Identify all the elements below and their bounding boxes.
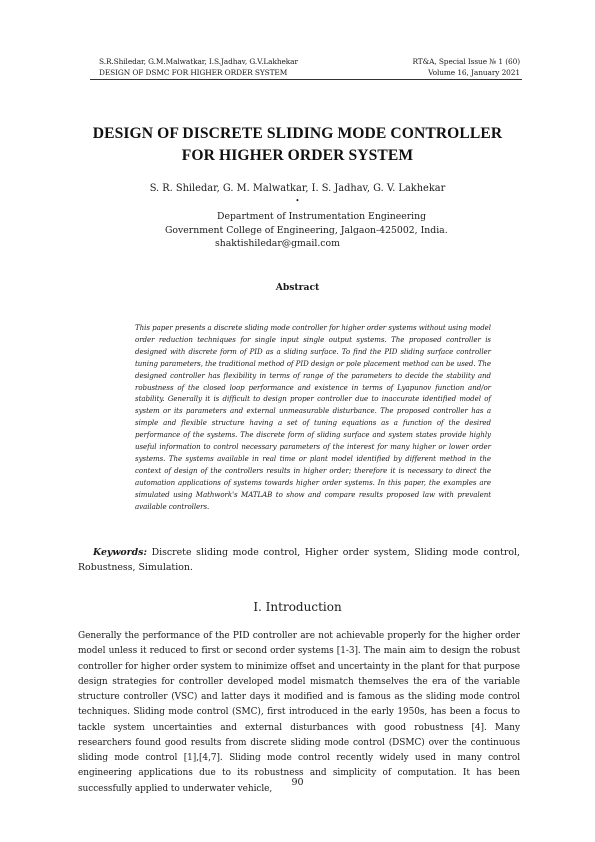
header-short-title: DESIGN OF DSMC FOR HIGHER ORDER SYSTEM xyxy=(99,67,288,77)
section-heading-introduction: I. Introduction xyxy=(253,600,342,614)
affiliation-email: shaktishiledar@gmail.com xyxy=(215,238,340,249)
author-list: S. R. Shiledar, G. M. Malwatkar, I. S. Jadhav, G. V. Lakhekar xyxy=(149,183,446,194)
title-line-1: DESIGN OF DISCRETE SLIDING MODE CONTROLLER xyxy=(92,125,503,142)
author-bullet: • xyxy=(295,197,300,205)
header-volume-date: Volume 16, January 2021 xyxy=(428,67,520,77)
running-header-left xyxy=(99,57,298,78)
keywords-label: Keywords: xyxy=(93,547,147,558)
affiliation-block xyxy=(165,210,448,251)
page-number: 90 xyxy=(291,777,304,788)
header-authors: S.R.Shiledar, G.M.Malwatkar, I.S.Jadhav, G.V.Lakhekar xyxy=(99,57,298,66)
paper-title xyxy=(60,123,535,166)
affiliation-college: Government College of Engineering, Jalgaon-425002, India. xyxy=(165,224,448,236)
header-journal-issue: RT&A, Special Issue № 1 (60) xyxy=(412,57,520,66)
keywords-text: Discrete sliding mode control, Higher order system, Sliding mode control, Robustness, Simulation. xyxy=(78,547,520,573)
title-line-2: FOR HIGHER ORDER SYSTEM xyxy=(181,146,414,164)
abstract-text: This paper presents a discrete sliding mode controller for higher order systems without using model order reduction techniques for single input single output systems. The proposed controller is designed with discrete form of PID as a sliding surface. To find the PID sliding surface controller tuning parameters, the traditional method of PID design or pole placement method can be used. The designed controller has flexibility in terms of range of the parameters to decide the stability and robustness of the closed loop performance and existence in terms of Lyapunov function and/or stability. Generally it is difficult to design proper controller due to inaccurate identified model of system or its parameters and external unmeasurable disturbance. The proposed controller has a simple and flexible structure having a set of tuning equations as a function of the desired performance of the systems. The discrete form of sliding surface and system states provide highly useful information to control necessary parameters of the interest for many higher or lower order systems. The systems available in real time or plant model identified by different method in the context of design of the controllers results in higher order; therefore it is necessary to direct the automation applications of systems towards higher order systems. In this paper, the examples are simulated using Mathwork's MATLAB to show and compare results proposed law with prevalent available controllers. xyxy=(135,323,491,511)
keywords-paragraph xyxy=(78,545,520,575)
abstract-heading: Abstract xyxy=(275,282,320,293)
introduction-paragraph: Generally the performance of the PID controller are not achievable properly for the higher order model unless it reduced to first or second order systems [1-3]. The main aim to design the robust controller for higher order system to minimize offset and uncertainty in the plant for that purpose design strategies for controller developed model mismatch themselves the era of the variable structure controller (VSC) and latter days it modified and is famous as the sliding mode control techniques. Sliding mode control (SMC), first introduced in the early 1950s, has been a focus to tackle system uncertainties and external disturbances with good robustness [4]. Many researchers found good results from discrete sliding mode control (DSMC) over the continuous sliding mode control [1],[4,7]. Sliding mode control recently widely used in many control engineering applications due to its robustness and simplicity of computation. It has been successfully applied to underwater vehicle, xyxy=(78,631,520,794)
affiliation-department: Department of Instrumentation Engineering xyxy=(217,211,427,222)
running-header-right xyxy=(412,57,520,78)
header-divider xyxy=(90,79,522,80)
